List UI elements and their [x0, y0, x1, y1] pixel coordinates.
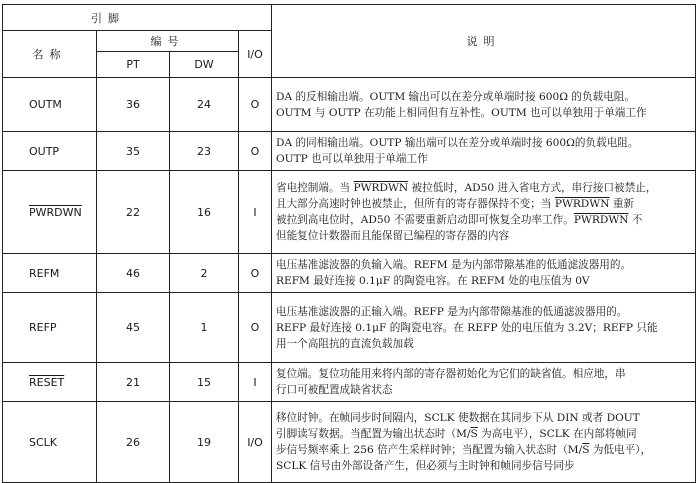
description-line: REFM 最好连接 0.1μF 的陶瓷电容。在 REFM 处的电压值为 0V: [276, 275, 590, 287]
io-header: I/O: [239, 31, 272, 78]
pin-name: REFM: [3, 254, 97, 293]
description-line: 移位时钟。在帧同步时间隔内，SCLK 使数据在其同步下从 DIN 或者 DOUT: [276, 412, 640, 424]
pin-name: SCLK: [3, 402, 97, 483]
pin-name: OUTP: [3, 132, 97, 171]
pin-io: I: [239, 171, 272, 254]
description-line: 电压基准滤波器的负输入端。REFM 是为内部带隙基准的低通滤波器用的。: [276, 259, 632, 271]
description-line: 复位端。复位功能用来将内部的寄存器初始化为它们的缺省值。相应地，串: [276, 368, 626, 380]
pin-description: [272, 363, 696, 402]
pin-row: [3, 171, 696, 254]
description-line: 省电控制端。当 PWRDWN 被拉低时，AD50 进入省电方式，串行接口被禁止，: [276, 182, 657, 194]
pin-description: [272, 132, 696, 171]
description-line: 且大部分高速时钟也被禁止，但所有的寄存器保持不变；当 PWRDWN 重新: [276, 198, 635, 210]
pin-name: REFP: [3, 293, 97, 363]
pin-io: O: [239, 293, 272, 363]
pin-row: [3, 78, 696, 132]
pt-header: PT: [97, 52, 170, 78]
pin-pt: 21: [97, 363, 170, 402]
description-line: 被拉到高电位时，AD50 不需要重新启动即可恢复全功率工作。PWRDWN 不: [276, 214, 643, 226]
description-line: OUTM 与 OUTP 在功能上相同但有互补性。OUTM 也可以单独用于单端工作: [276, 106, 647, 119]
pin-row: [3, 293, 696, 363]
description-line: 但能复位计数器而且能保留已编程的寄存器的内容: [276, 230, 510, 242]
description-line: SCLK 信号由外部设备产生，但必须与主时钟和帧同步信号同步: [276, 460, 575, 472]
pin-row: [3, 132, 696, 171]
description-line: REFP 最好连接 0.1μF 的陶瓷电容。在 REFP 处的电压值为 3.2V；REFP 只能: [276, 321, 658, 334]
pin-dw: 24: [170, 78, 239, 132]
description-line: 用一个高阻抗的直流负载加载: [276, 337, 414, 350]
pin-pt: 45: [97, 293, 170, 363]
pin-row: [3, 254, 696, 293]
pin-io: I/O: [239, 402, 272, 483]
pin-io: O: [239, 254, 272, 293]
pin-description: [272, 171, 696, 254]
header-row-1: [3, 5, 696, 31]
pin-description: [272, 78, 696, 132]
pin-dw: 19: [170, 402, 239, 483]
pin-name: OUTM: [3, 78, 97, 132]
number-header: 编号: [97, 31, 239, 52]
description-line: DA 的反相输出端。OUTM 输出可以在差分或单端时接 600Ω 的负载电阻。: [276, 90, 635, 103]
description-line: 引脚读写数据。当配置为输出状态时（$M/\overline{S}$ 为高电平），SCLK 在内部将帧同: [276, 428, 637, 440]
pin-pt: 36: [97, 78, 170, 132]
pin-io: I: [239, 363, 272, 402]
pin-io: O: [239, 132, 272, 171]
pin-group-header: 引脚: [3, 5, 272, 31]
pin-dw: 16: [170, 171, 239, 254]
pin-description-table: [2, 4, 696, 483]
pin-dw: 1: [170, 293, 239, 363]
pin-name: PWRDWN: [3, 171, 97, 254]
description-line: 电压基准滤波器的正输入端。REFP 是为内部带隙基准的低通滤波器用的。: [276, 305, 628, 318]
name-header: 名称: [3, 31, 97, 78]
pin-pt: 26: [97, 402, 170, 483]
pin-pt: 46: [97, 254, 170, 293]
dw-header: DW: [170, 52, 239, 78]
pin-dw: 23: [170, 132, 239, 171]
pin-description: [272, 402, 696, 483]
description-header: 说明: [272, 5, 696, 78]
pin-pt: 35: [97, 132, 170, 171]
pin-description: [272, 293, 696, 363]
pin-dw: 2: [170, 254, 239, 293]
description-line: 步信号频率乘上 256 倍产生采样时钟；当配置为输入状态时（$M/\overline{S}$ 为低电平），: [276, 444, 652, 456]
pin-description: [272, 254, 696, 293]
pin-dw: 15: [170, 363, 239, 402]
pin-row: [3, 363, 696, 402]
pin-row: [3, 402, 696, 483]
description-line: OUTP 也可以单独用于单端工作: [276, 153, 428, 165]
pin-io: O: [239, 78, 272, 132]
pin-pt: 22: [97, 171, 170, 254]
pin-name: RESET: [3, 363, 97, 402]
description-line: DA 的同相输出端。OUTP 输出端可以在差分或单端时接 600Ω的负载电阻。: [276, 137, 639, 149]
description-line: 行口可被配置成缺省状态: [276, 384, 393, 396]
